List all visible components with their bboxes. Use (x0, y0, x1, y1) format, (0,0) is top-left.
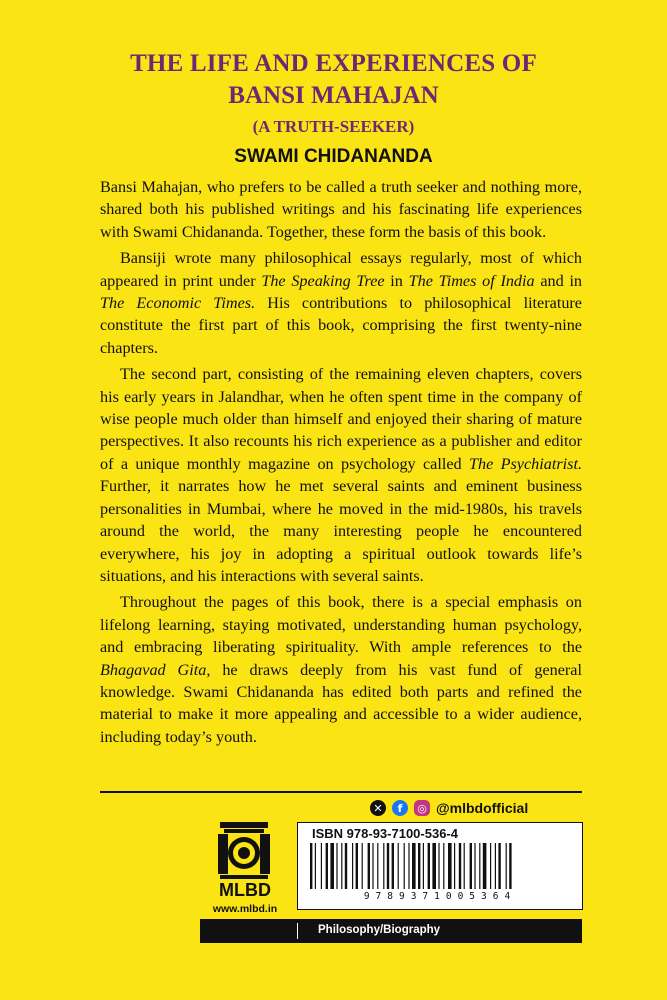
blurb-paragraph-1: Bansi Mahajan, who prefers to be called a truth seeker and nothing more, shared both his published writings and his fascinating life experiences with Swami Chidananda. Together, these form the basis of this book. (100, 178, 582, 241)
blurb-paragraph-4: Throughout the pages of this book, there is a special emphasis on lifelong learning, staying motivated, understanding human psychology, and embracing liberating spirituality. With ample references to the Bhagavad Gita, he draws deeply from his vast fund of general knowledge. Swami Chidananda has edited both parts and refined the material to make it more appealing and accessible to a wider audience, including today’s youth. (100, 593, 582, 746)
barcode-bar (336, 843, 337, 889)
barcode-bar (404, 843, 405, 889)
publisher-logo (216, 820, 272, 880)
barcode-bar (377, 843, 378, 889)
barcode-bar (454, 843, 455, 889)
barcode-bar (443, 843, 444, 889)
isbn-barcode-box (297, 822, 583, 910)
barcode-bar (418, 843, 420, 889)
barcode-bar (352, 843, 353, 889)
title-line-2: BANSI MAHAJAN (228, 82, 439, 109)
barcode-bar (498, 843, 500, 889)
instagram-icon[interactable]: ◎ (414, 800, 430, 816)
category-divider (297, 923, 298, 939)
barcode-bar (483, 843, 487, 889)
barcode-bar (315, 843, 316, 889)
barcode-bar (392, 843, 394, 889)
barcode-bar (479, 843, 480, 889)
isbn-label: ISBN 978-93-7100-536-4 (312, 826, 458, 841)
barcode-bar (470, 843, 472, 889)
barcode-bar (428, 843, 430, 889)
barcode-bar (509, 843, 511, 889)
barcode-bar (495, 843, 496, 889)
barcode-bar (383, 843, 384, 889)
barcode-bar (490, 843, 491, 889)
barcode-bar (432, 843, 436, 889)
blurb-paragraph-2: Bansiji wrote many philosophical essays regularly, most of which appeared in print under The Speaking Tree in The Times of India and in The Economic Times. His contributions to philosophical literature constitute the first part of this book, comprising the first twenty-nine chapters. (100, 249, 583, 357)
barcode-bar (356, 843, 358, 889)
barcode-bar (464, 843, 465, 889)
facebook-icon[interactable]: f (392, 800, 408, 816)
barcode-bar (362, 843, 363, 889)
social-links (370, 798, 528, 818)
barcode (308, 843, 572, 889)
barcode-digits: 9789371005364 (363, 891, 517, 902)
publisher-website[interactable]: www.mlbd.in (212, 903, 278, 915)
publisher-name: MLBD (219, 880, 271, 900)
blurb-text (100, 176, 582, 752)
barcode-bar (326, 843, 328, 889)
barcode-bar (412, 843, 416, 889)
blurb-paragraph-3: The second part, consisting of the remaining eleven chapters, covers his early years in Jalandhar, when he often spent time in the company of wise people much older than himself and enjoyed their sharing of mature perspectives. It also recounts his rich experience as a publisher and editor of a unique monthly magazine on psychology called The Psychiatrist. Further, it narrates how he met several saints and eminent business personalities in Mumbai, where he moved in the mid-1980s, his travels around the world, the many interesting people he encountered everywhere, his joy in adopting a spiritual outlook towards life’s situations, and his interactions with several saints. (100, 365, 582, 585)
barcode-bar (321, 843, 322, 889)
social-handle: @mlbdofficial (436, 800, 529, 816)
author-name: SWAMI CHIDANANDA (234, 146, 433, 167)
divider-rule (100, 791, 582, 793)
barcode-bar (345, 843, 347, 889)
title-line-1: THE LIFE AND EXPERIENCES OF (130, 50, 537, 77)
barcode-bar (408, 843, 409, 889)
barcode-bar (474, 843, 475, 889)
barcode-bar (387, 843, 389, 889)
barcode-bar (372, 843, 373, 889)
category-label: Philosophy/Biography (318, 924, 441, 936)
barcode-bar (398, 843, 399, 889)
barcode-bar (438, 843, 439, 889)
category-bar (200, 919, 582, 943)
barcode-bar (368, 843, 370, 889)
barcode-bar (310, 843, 312, 889)
subtitle: (A TRUTH-SEEKER) (252, 117, 415, 136)
barcode-bar (423, 843, 424, 889)
barcode-bar (341, 843, 342, 889)
barcode-bar (506, 843, 507, 889)
barcode-bar (459, 843, 461, 889)
x-icon[interactable]: ✕ (370, 800, 386, 816)
barcode-bar (448, 843, 452, 889)
barcode-bar (330, 843, 334, 889)
